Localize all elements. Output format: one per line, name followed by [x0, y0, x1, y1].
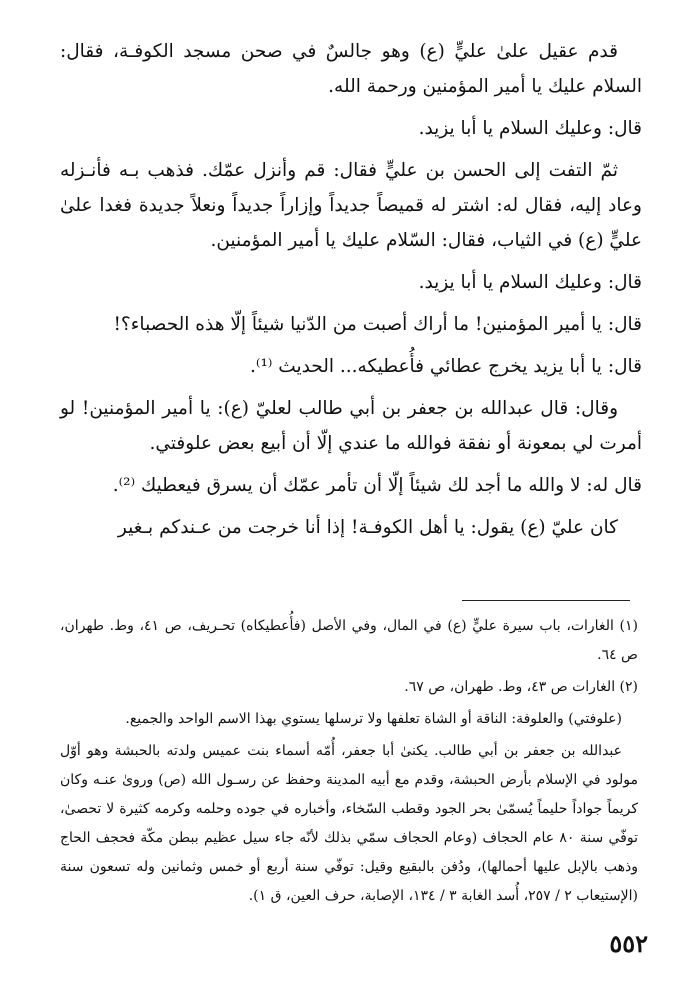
main-text — [60, 34, 642, 552]
paragraph-stipend-answer: قال: يا أبا يزيد يخرج عطائي فأُعطيكه... الحديث ⁽¹⁾. — [250, 356, 642, 377]
paragraph-reply-1: قال: وعليك السلام يا أبا يزيد. — [418, 118, 642, 139]
page-number: ٥٥٢ — [609, 929, 648, 958]
paragraph-hasan-clothing: ثمّ التفت إلى الحسن بن عليٍّ فقال: قم وأنزل عمّك. فذهب بـه فأنـزله وعاد إليه، فقال له: اشتر له قميصاً جديداً وإزاراً جديداً ونعلاً جديدة فغدا علىٰ عليٍّ (ع) في الثياب، فقال: السّلام عليك يا أمير المؤمنين. — [60, 160, 642, 251]
paragraph-aqil-arrives: قدم عقيل علىٰ عليٍّ (ع) وهو جالسٌ في صحن مسجد الكوفـة، فقال: السلام عليك يا أمير المؤمنين ورحمة الله. — [60, 41, 642, 97]
paragraph-refusal: قال له: لا والله ما أجد لك شيئاً إلّا أن تأمر عمّك أن يسرق فيعطيك ⁽²⁾. — [112, 475, 642, 496]
paragraph-reply-2: قال: وعليك السلام يا أبا يزيد. — [418, 272, 642, 293]
footnote-2: (٢) الغارات ص ٤٣، وط. طهران، ص ٦٧. — [404, 679, 638, 695]
footnote-separator — [462, 600, 630, 601]
paragraph-question-pebbles: قال: يا أمير المؤمنين! ما أراك أصبت من الدّنيا شيئاً إلّا هذه الحصباء؟! — [113, 314, 642, 335]
paragraph-kufa-speech: كان عليّ (ع) يقول: يا أهل الكوفـة! إذا أنا خرجت من عـندكم بـغير — [117, 517, 618, 538]
paragraph-abdullah-request: وقال: قال عبدالله بن جعفر بن أبي طالب لعليّ (ع): يا أمير المؤمنين! لو أمرت لي بمعونة أو نفقة فوالله ما عندي إلّا أن أبيع بعض علوفتي. — [60, 398, 642, 454]
gloss-abdullah-biography: عبدالله بن جعفر بن أبي طالب. يكنىٰ أبا جعفر، أُمّه أسماء بنت عميس ولدته بالحبشة وهو أوّل مولود في الإسلام بأرض الحبشة، وقدم مع أبيه المدينة وحفظ عن رسـول الله (ص) وروىٰ عنـه وكان كريماً جواداً حليماً يُسمّىٰ بحر الجود وقطب السّخاء، وأخباره في جوده وحلمه وكرمه كثيرة لا تحصىٰ، توفّي سنة ٨٠ عام الحجاف (وعام الحجاف سمّي بذلك لأنّه جاء سيل عظيم ببطن مكّة فحجف الحاج وذهب بالإبل عليها أحمالها)، ودُفن بالبقيع وقيل: توفّي سنة أربع أو خمس وثمانين وله تسعون سنة (الإستيعاب ٢ / ٢٥٧، أُسد الغابة ٣ / ١٣٤، الإصابة، حرف العين، ق ١). — [60, 743, 639, 904]
footnote-1: (١) الغارات، باب سيرة عليٍّ (ع) في المال، وفي الأصل (فأُعطيكاه) تحـريف، ص ٤١، وط. طهران، ص ٦٤. — [60, 618, 638, 663]
gloss-alufa: (علوفتي) والعلوفة: الناقة أو الشاة تعلفها ولا ترسلها يستوي بهذا الاسم الواحد والجميع. — [125, 711, 622, 727]
footnotes — [60, 612, 638, 914]
